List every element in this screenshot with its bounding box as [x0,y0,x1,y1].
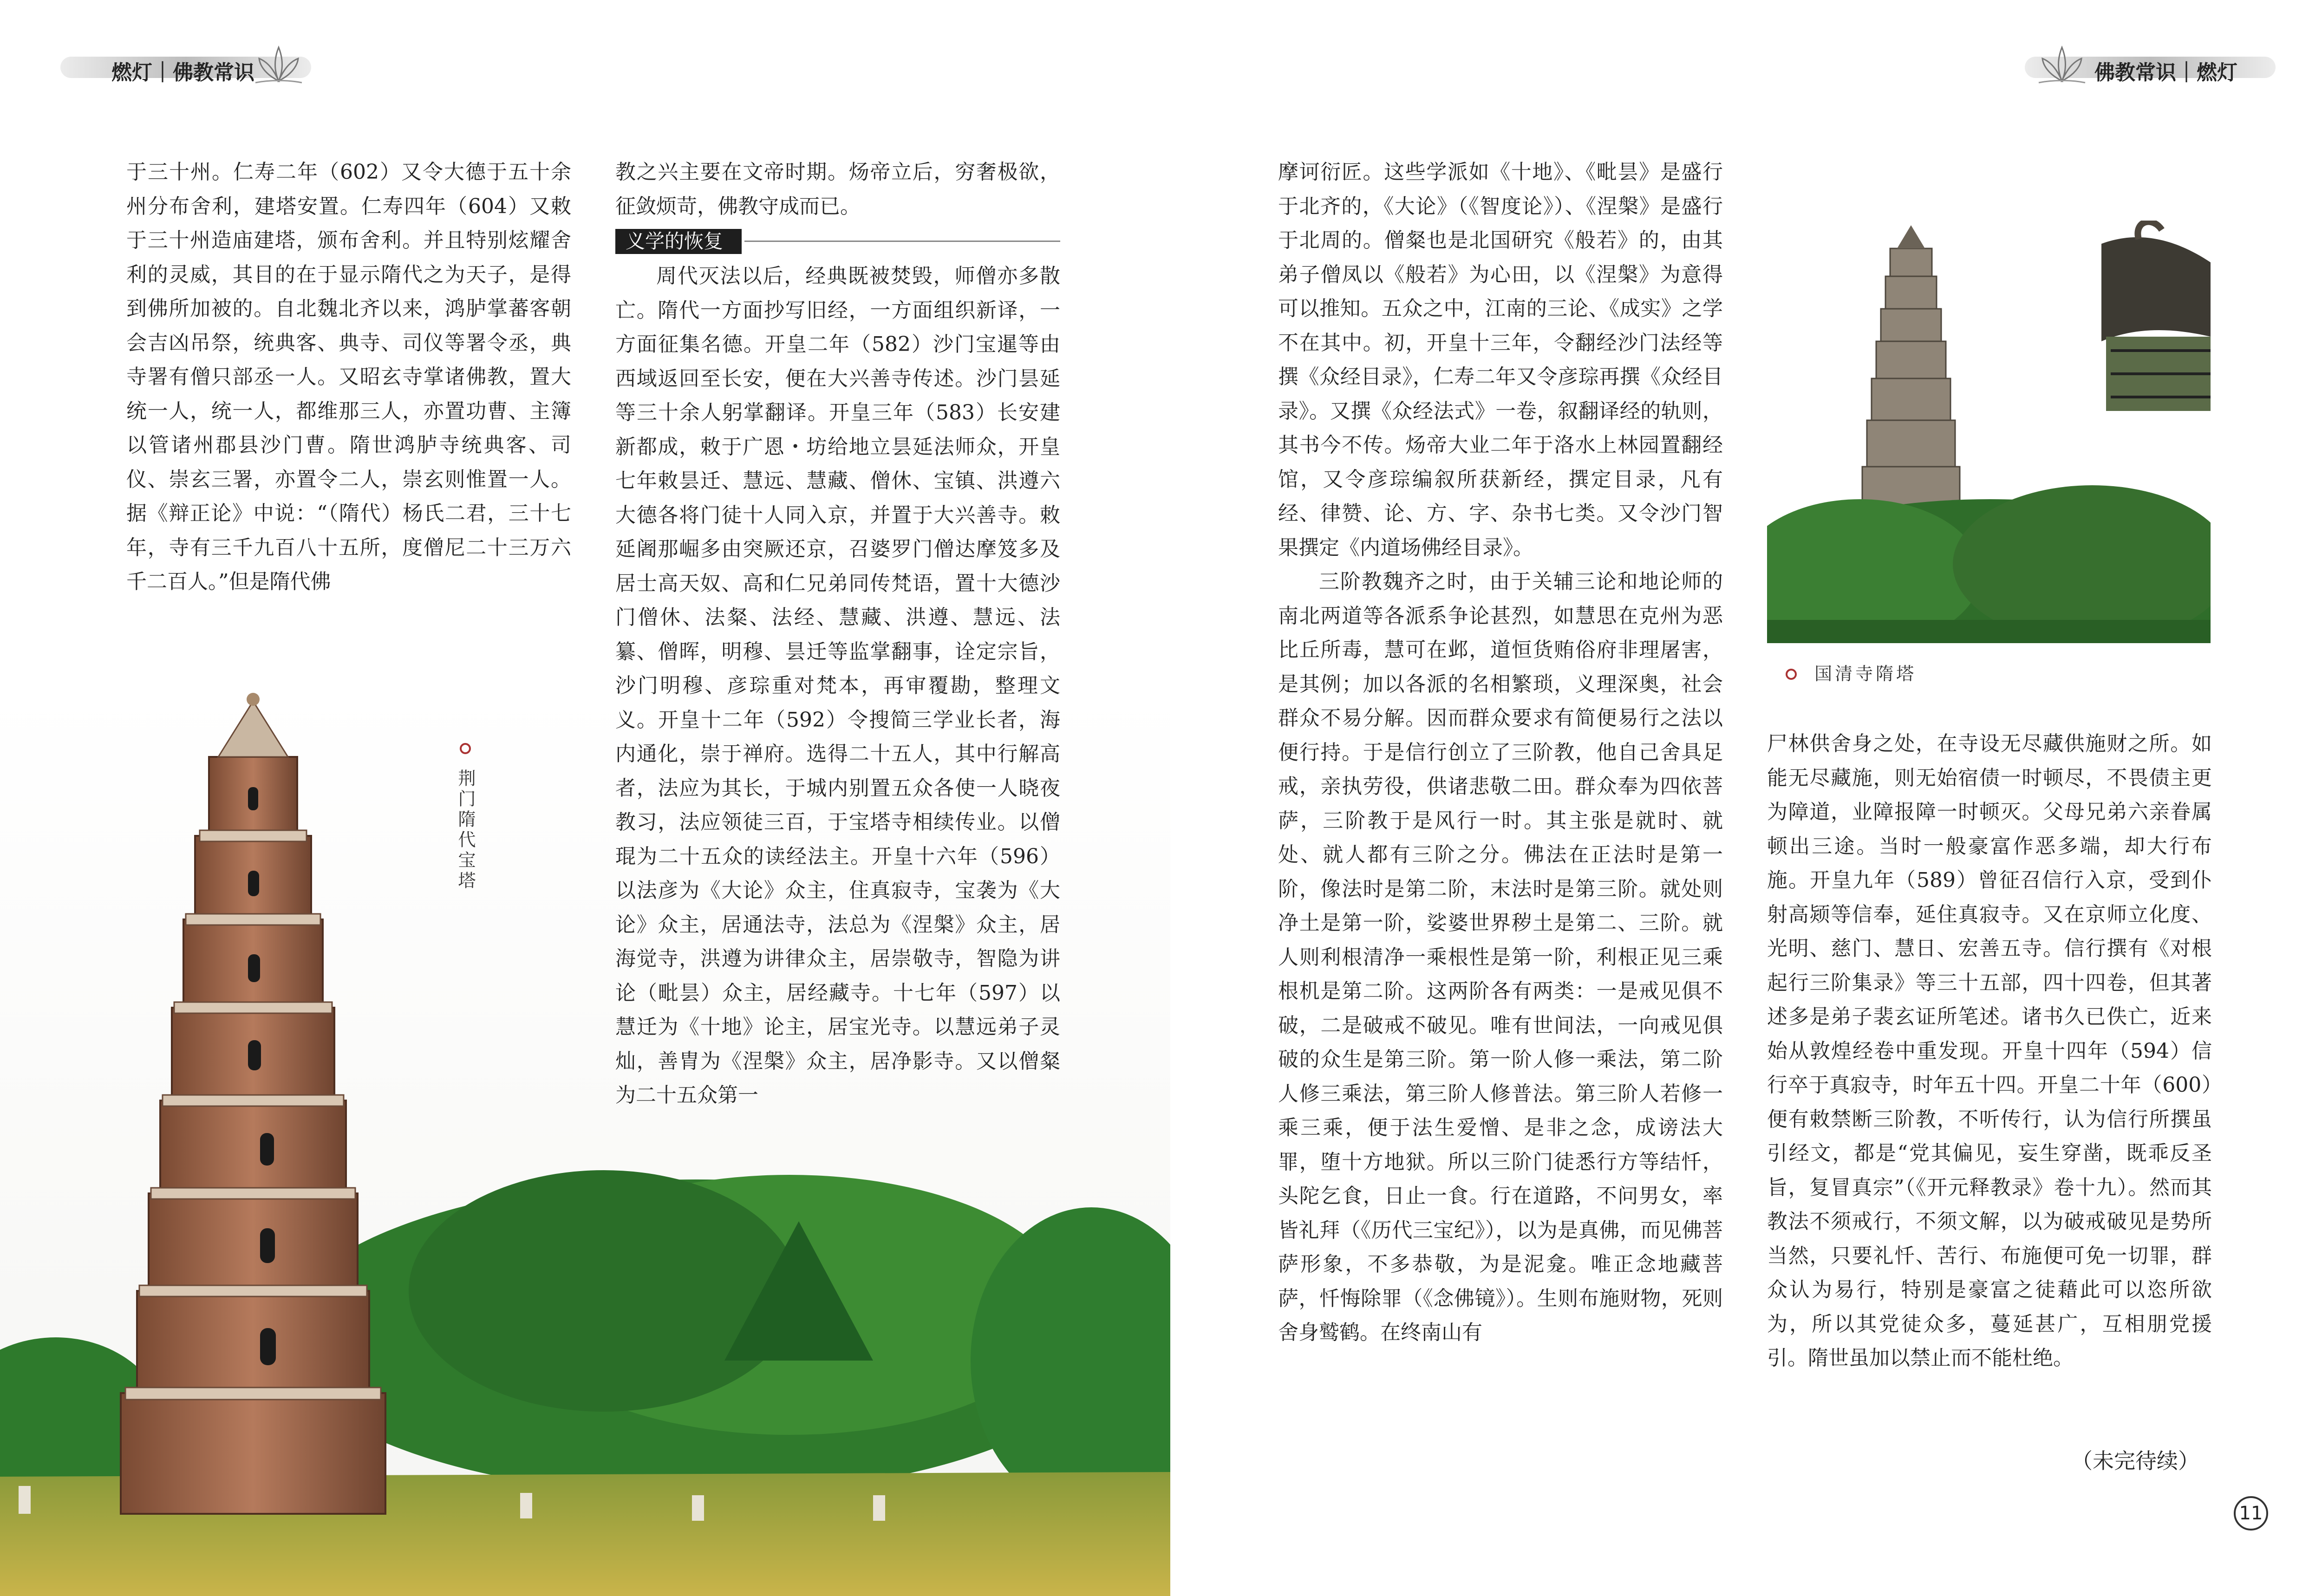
paragraph: 尸林供舍身之处，在寺设无尽藏供施财之所。如能无尽藏施，则无始宿债一时顿尽，不畏债主更为障道，业障报障一时顿灭。父母兄弟六亲眷属顿出三途。当时一般豪富作恶多端，却大行布施。开皇九年（589）曾征召信行入京，受到仆射高颎等信奉，延住真寂寺。又在京师立化度、光明、慈门、慧日、宏善五寺。信行撰有《对根起行三阶集录》等三十五部，四十四卷，但其著述多是弟子裴玄证所笔述。诸书久已佚亡，近来始从敦煌经卷中重发现。开皇十四年（594）信行卒于真寂寺，时年五十四。开皇二十年（600）便有敕禁断三阶教，不听传行，认为信行所撰虽引经文，都是“党其偏见，妄生穿凿，既乖反圣旨，复冒真宗”（《开元释教录》卷十九）。然而其教法不须戒行，不须文解，以为破戒破见是势所当然，只要礼忏、苦行、布施便可免一切罪，群众认为易行，特别是豪富之徒藉此可以恣所欲为，所以其党徒众多，蔓延甚广，互相朋党援引。隋世虽加以禁止而不能杜绝。 [1767,732,2212,1370]
caption-bullet-icon [1786,669,1797,680]
guoqing-pagoda-caption [1786,659,1917,685]
caption-text: 国清寺隋塔 [1814,664,1917,684]
section-rule [744,241,1060,242]
paragraph: 周代灭法以后，经典既被焚毁，师僧亦多散亡。隋代一方面抄写旧经，一方面组织新译，一方面征集名德。开皇二年（582）沙门宝暹等由西域返回至长安，便在大兴善寺传述。沙门昙延等三十余人躬掌翻译。开皇三年（583）长安建新都成，敕于广恩・坊给地立昙延法师众，开皇七年敕昙迁、慧远、慧藏、僧休、宝镇、洪遵六大德各将门徒十人同入京，并置于大兴善寺。敕延阇那崛多由突厥还京，召婆罗门僧达摩笈多及居士高天奴、高和仁兄弟同传梵语，置十大德沙门僧休、法粲、法经、慧藏、洪遵、慧远、法纂、僧晖，明穆、昙迁等监掌翻事，诠定宗旨，沙门明穆、彦琮重对梵本，再审覆勘，整理文义。开皇十二年（592）令搜简三学业长者，海内通化，崇于禅府。选得二十五人，其中行解高者，法应为其长，于城内别置五众各使一人晓夜教习，法应领徒三百，于宝塔寺相续传业。以僧琨为二十五众的读经法主。开皇十六年（596）以法彦为《大论》众主，住真寂寺，宝袭为《大论》众主，居通法寺，法总为《涅槃》众主，居海觉寺，洪遵为讲律众主，居崇敬寺，智隐为讲论（毗昙）众主，居经藏寺。十七年（597）以慧迁为《十地》论主，居宝光寺。以慧远弟子灵灿，善胄为《涅槃》众主，居净影寺。又以僧粲为二十五众第一 [615,264,1060,1107]
paragraph: 于三十州。仁寿二年（602）又令大德于五十余州分布舍利，建塔安置。仁寿四年（604）又敕于三十州造庙建塔，颁布舍利。并且特别炫耀舍利的灵威，其目的在于显示隋代之为天子，是得到佛所加被的。自北魏北齐以来，鸿胪掌蕃客朝会吉凶吊祭，统典客、典寺、司仪等署令丞，典寺署有僧只部丞一人。又昭玄寺掌诸佛教，置大统一人，统一人，都维那三人，亦置功曹、主簿以管诸州郡县沙门曹。隋世鸿胪寺统典客、司仪、崇玄三署，亦置令二人，崇玄则惟置一人。据《辩正论》中说：“（隋代）杨氏二君，三十七年，寺有三千九百八十五所，度僧尼二十三万六千二百人。”但是隋代佛 [126,160,571,593]
to-be-continued: （未完待续） [2071,1448,2199,1473]
header-left [60,38,320,89]
paragraph: 摩诃衍匠。这些学派如《十地》、《毗昙》是盛行于北齐的，《大论》（《智度论》）、《涅槃》是盛行于北周的。僧粲也是北国研究《般若》的，由其弟子僧凤以《般若》为心田，以《涅槃》为意得可以推知。五众之中，江南的三论、《成实》之学不在其中。初，开皇十三年，令翻经沙门法经等撰《众经目录》，仁寿二年又令彦琮再撰《众经目录》。又撰《众经法式》一卷，叙翻译经的轨则，其书今不传。炀帝大业二年于洛水上林园置翻经馆，又令彦琮编叙所获新经，撰定目录，凡有经、律赞、论、方、字、杂书七类。又令沙门智果撰定《内道场佛经目录》。 [1278,160,1723,560]
text-column-3 [1278,155,1723,1350]
jingmen-pagoda-caption [453,743,478,892]
text-column-1 [126,155,571,599]
header-right-text: 佛教常识｜燃灯 [2094,61,2237,85]
header-left-text: 燃灯｜佛教常识 [111,61,254,85]
caption-text: 荆门隋代宝塔 [455,769,476,892]
text-column-4 [1767,727,2212,1375]
guoqing-pagoda-photo [1767,221,2211,643]
lotus-ornament-icon [246,38,311,89]
lotus-ornament-icon [2029,38,2094,89]
text-column-2 [615,155,1060,1113]
section-heading [615,224,1060,258]
page-number: 11 [2234,1496,2268,1531]
caption-bullet-icon [460,743,471,754]
paragraph: 三阶教魏齐之时，由于关辅三论和地论师的南北两道等各派系争论甚烈，如慧思在克州为恶比丘所毒，慧可在邺，道恒货贿俗府非理屠害，是其例；加以各派的名相繁琐，义理深奥，社会群众不易分解。因而群众要求有简便易行之法以便行持。于是信行创立了三阶教，他自己舍具足戒，亲执劳役，供诸悲敬二田。群众奉为四依菩萨，三阶教于是风行一时。其主张是就时、就处、就人都有三阶之分。佛法在正法时是第一阶，像法时是第二阶，末法时是第三阶。就处则净土是第一阶，娑婆世界秽土是第二、三阶。就人则利根清净一乘根性是第一阶，利根正见三乘根机是第二阶。这两阶各有两类：一是戒见俱不破，二是破戒不破见。唯有世间法，一向戒见俱破的众生是第三阶。第一阶人修一乘法，第二阶人修三乘法，第三阶人修普法。第三阶人若修一乘三乘，便于法生爱憎、是非之念，成谤法大罪，堕十方地狱。所以三阶门徒悉行方等结忏，头陀乞食，日止一食。行在道路，不问男女，率皆礼拜（《历代三宝纪》），以为是真佛，而见佛菩萨形象，不多恭敬，为是泥龛。唯正念地藏菩萨，忏悔除罪（《念佛镜》）。生则布施财物，死则舍身鹫鹤。在终南山有 [1278,570,1723,1344]
header-right [2015,38,2276,89]
paragraph: 教之兴主要在文帝时期。炀帝立后，穷奢极欲，征敛烦苛，佛教守成而已。 [615,160,1060,218]
section-title: 义学的恢复 [615,229,742,254]
